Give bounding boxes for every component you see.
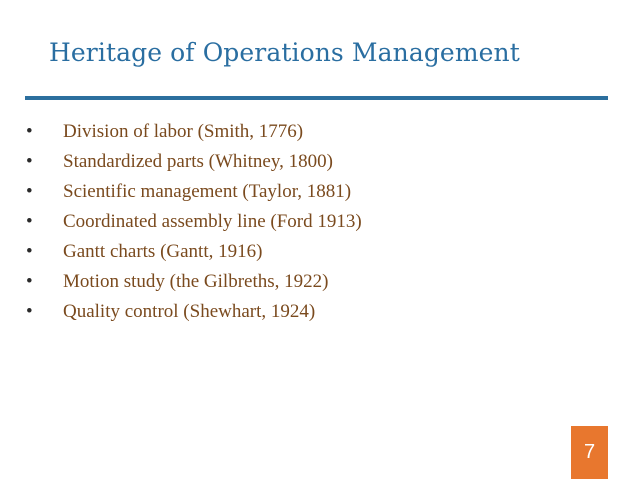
bullet-icon: •: [26, 121, 33, 142]
bullet-text: Division of labor (Smith, 1776): [63, 121, 304, 142]
bullet-icon: •: [26, 301, 33, 322]
bullet-text: Motion study (the Gilbreths, 1922): [63, 271, 329, 292]
bullet-item: [26, 207, 362, 237]
page-number-badge: [571, 426, 608, 479]
page-number: 7: [583, 441, 596, 463]
bullet-text: Coordinated assembly line (Ford 1913): [63, 211, 362, 232]
bullet-item: [26, 177, 362, 207]
bullet-item: [26, 237, 362, 267]
bullet-icon: •: [26, 271, 33, 292]
bullet-icon: •: [26, 241, 33, 262]
bullet-item: [26, 117, 362, 147]
bullet-text: Quality control (Shewhart, 1924): [63, 301, 316, 322]
bullet-icon: •: [26, 151, 33, 172]
bullet-list: [26, 117, 362, 327]
bullet-icon: •: [26, 211, 33, 232]
bullet-item: [26, 267, 362, 297]
title-underline-rule: [25, 96, 608, 100]
bullet-item: [26, 147, 362, 177]
bullet-text: Standardized parts (Whitney, 1800): [63, 151, 333, 172]
bullet-text: Gantt charts (Gantt, 1916): [63, 241, 263, 262]
slide-title: Heritage of Operations Management: [49, 38, 520, 67]
bullet-item: [26, 297, 362, 327]
bullet-icon: •: [26, 181, 33, 202]
bullet-text: Scientific management (Taylor, 1881): [63, 181, 352, 202]
